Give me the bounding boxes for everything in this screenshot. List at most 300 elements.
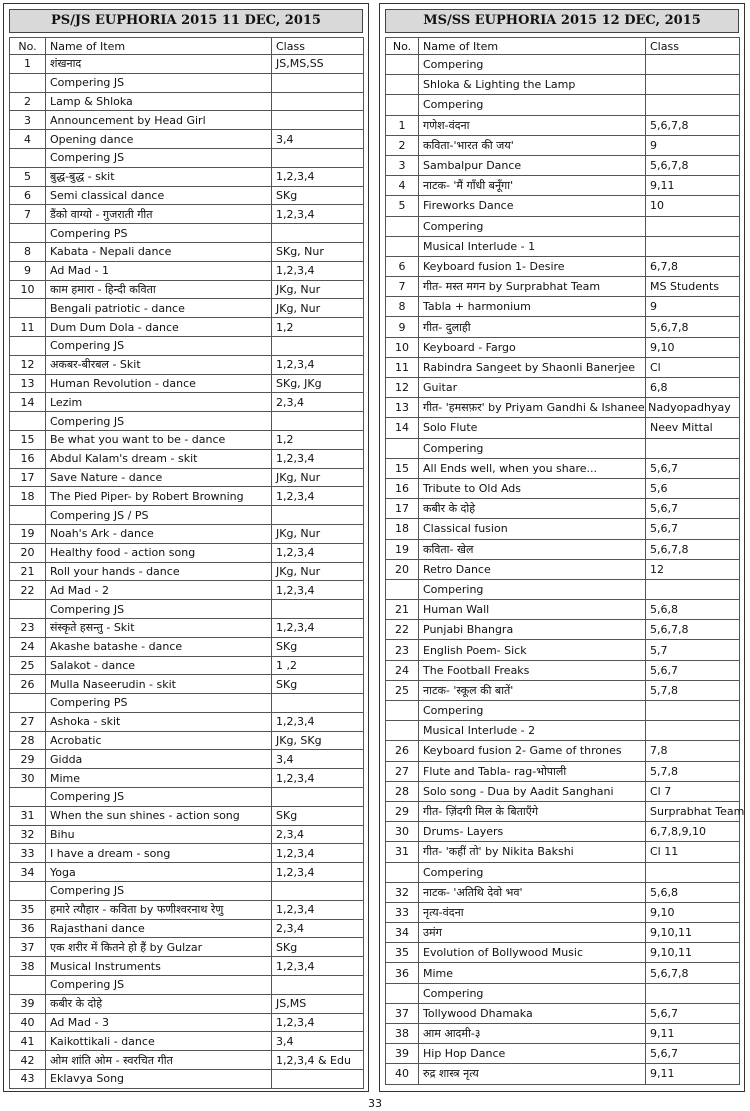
table-row [10,750,364,769]
class-cell: Cl 11 [646,842,740,862]
item-name: Drums- Layers [419,822,646,842]
class-cell: 1,2,3,4 [272,205,364,224]
row-number: 9 [10,261,46,280]
table-row [10,299,364,318]
item-name: अकबर-बीरबल - Skit [46,355,272,374]
table-row [10,261,364,280]
table-row [386,721,740,741]
right-program-panel [379,3,745,1092]
item-name: Mime [46,769,272,788]
class-cell: 6,7,8 [646,256,740,276]
row-number: 28 [386,781,419,801]
row-number: 27 [10,712,46,731]
row-number [386,216,419,236]
item-name: Be what you want to be - dance [46,430,272,449]
item-name: Rajasthani dance [46,919,272,938]
table-row [386,660,740,680]
row-number: 11 [386,357,419,377]
row-number: 24 [386,660,419,680]
table-row [386,196,740,216]
row-number: 16 [10,449,46,468]
item-name: Dum Dum Dola - dance [46,318,272,337]
class-cell: JKg, Nur [272,299,364,318]
item-name: Mulla Naseerudin - skit [46,675,272,694]
class-cell: SKg, JKg [272,374,364,393]
row-number: 23 [386,640,419,660]
class-cell: 5,7 [646,640,740,660]
item-name: Classical fusion [419,519,646,539]
item-name: Tribute to Old Ads [419,478,646,498]
row-number [10,506,46,525]
row-number [10,148,46,167]
class-cell: 9,10,11 [646,943,740,963]
row-number: 36 [10,919,46,938]
row-number: 15 [386,458,419,478]
right-program-table [385,37,745,1085]
row-number: 33 [10,844,46,863]
class-cell [646,862,740,882]
class-cell: 9,10 [646,902,740,922]
class-cell: 12 [646,559,740,579]
item-name: Compering [419,95,646,115]
table-row [10,769,364,788]
item-name: Human Revolution - dance [46,374,272,393]
row-number: 8 [386,297,419,317]
row-number: 3 [10,111,46,130]
class-cell: 1,2,3,4 [272,618,364,637]
item-name: Compering JS [46,882,272,901]
item-name: Noah's Ark - dance [46,524,272,543]
class-cell: 9,10 [646,337,740,357]
row-number: 13 [386,398,419,418]
item-name: Guitar [419,378,646,398]
table-row [10,242,364,261]
table-row [386,277,740,297]
class-cell: 1,2,3,4 [272,1013,364,1032]
class-cell: JKg, SKg [272,731,364,750]
table-row [386,499,740,519]
row-number: 13 [10,374,46,393]
class-cell [646,701,740,721]
row-number: 21 [10,562,46,581]
table-row [386,943,740,963]
header-class: Class [646,38,740,55]
table-row [10,562,364,581]
table-row [10,900,364,919]
item-name: Announcement by Head Girl [46,111,272,130]
table-row [10,412,364,431]
row-number [386,55,419,75]
table-row [386,1024,740,1044]
row-number [386,75,419,95]
item-name: Compering PS [46,224,272,243]
item-name: Salakot - dance [46,656,272,675]
item-name: Kaikottikali - dance [46,1032,272,1051]
class-cell: 5,6,7 [646,519,740,539]
item-name: आम आदमी-३ [419,1024,646,1044]
class-cell [272,92,364,111]
class-cell: 1,2,3,4 [272,957,364,976]
class-cell: JKg, Nur [272,524,364,543]
class-cell: 2,3,4 [272,393,364,412]
item-name: Compering JS [46,148,272,167]
table-row [386,236,740,256]
class-cell: SKg [272,806,364,825]
table-row [386,680,740,700]
item-name: रुद्र शास्त्र नृत्य [419,1064,646,1084]
table-row [10,919,364,938]
header-no: No. [10,38,46,55]
table-header-row [10,38,364,55]
table-row [10,976,364,995]
item-name: Lamp & Shloka [46,92,272,111]
table-row [10,1032,364,1051]
row-number: 2 [10,92,46,111]
right-panel-title: MS/SS EUPHORIA 2015 12 DEC, 2015 [385,9,739,33]
item-name: Acrobatic [46,731,272,750]
table-row [386,801,740,821]
row-number [10,694,46,713]
table-row [10,637,364,656]
row-number: 19 [386,539,419,559]
row-number: 5 [386,196,419,216]
class-cell: 5,7,8 [646,680,740,700]
class-cell [646,216,740,236]
item-name: कविता- खेल [419,539,646,559]
row-number: 37 [10,938,46,957]
row-number: 34 [10,863,46,882]
table-row [386,761,740,781]
item-name: Lezim [46,393,272,412]
row-number: 15 [10,430,46,449]
table-row [10,130,364,149]
class-cell: 5,7,8 [646,761,740,781]
class-cell: JS,MS,SS [272,55,364,74]
table-row [10,882,364,901]
row-number: 16 [386,478,419,498]
row-number: 38 [386,1024,419,1044]
row-number: 10 [10,280,46,299]
item-name: Compering JS [46,600,272,619]
item-name: Punjabi Bhangra [419,620,646,640]
class-cell: 5,6,7 [646,660,740,680]
table-row [386,478,740,498]
table-row [10,731,364,750]
table-row [10,92,364,111]
class-cell [646,579,740,599]
class-cell: 6,8 [646,378,740,398]
class-cell: 9,11 [646,1024,740,1044]
row-number: 26 [10,675,46,694]
class-cell: Surprabhat Team [646,801,740,821]
row-number: 3 [386,155,419,175]
row-number: 39 [386,1044,419,1064]
class-cell: SKg [272,186,364,205]
item-name: Flute and Tabla- rag-भोपाली [419,761,646,781]
item-name: एक शरीर में कितने हो हैं by Gulzar [46,938,272,957]
class-cell: 1,2,3,4 [272,355,364,374]
class-cell: 9 [646,297,740,317]
row-number: 5 [10,167,46,186]
item-name: Compering JS / PS [46,506,272,525]
item-name: Opening dance [46,130,272,149]
class-cell [272,73,364,92]
item-name: Ad Mad - 3 [46,1013,272,1032]
table-row [10,1051,364,1070]
table-row [10,844,364,863]
table-row [386,398,740,418]
table-row [386,640,740,660]
row-number: 2 [386,135,419,155]
header-class: Class [272,38,364,55]
item-name: Rabindra Sangeet by Shaonli Banerjee [419,357,646,377]
row-number: 25 [10,656,46,675]
item-name: The Pied Piper- by Robert Browning [46,487,272,506]
class-cell: 7,8 [646,741,740,761]
item-name: Ad Mad - 2 [46,581,272,600]
row-number: 41 [10,1032,46,1051]
row-number [386,579,419,599]
table-row [386,155,740,175]
item-name: गीत- 'कहीं तो' by Nikita Bakshi [419,842,646,862]
row-number [386,721,419,741]
row-number: 42 [10,1051,46,1070]
item-name: Roll your hands - dance [46,562,272,581]
table-row [10,618,364,637]
row-number: 20 [10,543,46,562]
row-number: 4 [386,176,419,196]
row-number: 17 [386,499,419,519]
item-name: Shloka & Lighting the Lamp [419,75,646,95]
table-row [386,115,740,135]
row-number: 14 [10,393,46,412]
class-cell: JKg, Nur [272,280,364,299]
table-row [386,438,740,458]
table-row [10,224,364,243]
item-name: संस्कृते हसन्तु - Skit [46,618,272,637]
table-row [10,148,364,167]
item-name: कविता-'भारत की जय' [419,135,646,155]
table-row [386,1044,740,1064]
class-cell: 5,6,7 [646,499,740,519]
table-row [386,418,740,438]
item-name: Compering JS [46,788,272,807]
row-number: 32 [386,882,419,902]
row-number: 38 [10,957,46,976]
table-row [386,135,740,155]
row-number [10,336,46,355]
table-row [10,788,364,807]
item-name: ओम शांति ओम - स्वरचित गीत [46,1051,272,1070]
class-cell: 1,2,3,4 & Edu [272,1051,364,1070]
header-item: Name of Item [46,38,272,55]
row-number: 40 [10,1013,46,1032]
table-row [386,862,740,882]
table-row [10,675,364,694]
table-row [10,694,364,713]
row-number [10,224,46,243]
table-row [10,449,364,468]
item-name: Hip Hop Dance [419,1044,646,1064]
class-cell [272,694,364,713]
row-number: 1 [386,115,419,135]
class-cell [272,600,364,619]
class-cell [272,506,364,525]
table-row [386,357,740,377]
row-number [386,862,419,882]
row-number [10,882,46,901]
table-row [386,55,740,75]
item-name: Yoga [46,863,272,882]
table-row [10,1013,364,1032]
item-name: Ashoka - skit [46,712,272,731]
class-cell: SKg, Nur [272,242,364,261]
item-name: Ad Mad - 1 [46,261,272,280]
table-row [386,620,740,640]
item-name: Compering [419,579,646,599]
table-row [10,581,364,600]
table-row [10,430,364,449]
row-number: 24 [10,637,46,656]
table-row [10,393,364,412]
table-row [386,741,740,761]
class-cell: 5,6,7,8 [646,539,740,559]
class-cell: 9,11 [646,176,740,196]
item-name: Human Wall [419,600,646,620]
table-row [386,701,740,721]
item-name: Musical Interlude - 2 [419,721,646,741]
item-name: Solo song - Dua by Aadit Sanghani [419,781,646,801]
item-name: Tollywood Dhamaka [419,1003,646,1023]
item-name: English Poem- Sick [419,640,646,660]
item-name: Compering [419,55,646,75]
class-cell [272,336,364,355]
table-row [386,923,740,943]
item-name: Compering [419,216,646,236]
table-row [386,902,740,922]
table-row [10,806,364,825]
row-number: 12 [10,355,46,374]
row-number [10,299,46,318]
class-cell: 9 [646,135,740,155]
table-row [386,1064,740,1084]
row-number [10,600,46,619]
row-number: 23 [10,618,46,637]
class-cell: JKg, Nur [272,562,364,581]
table-row [10,374,364,393]
table-row [10,487,364,506]
table-row [10,524,364,543]
table-row [10,55,364,74]
class-cell: MS Students [646,277,740,297]
class-cell: 5,6,7,8 [646,115,740,135]
item-name: Retro Dance [419,559,646,579]
table-row [386,75,740,95]
class-cell: 3,4 [272,130,364,149]
left-program-panel [3,3,369,1092]
table-row [10,318,364,337]
table-row [386,458,740,478]
row-number: 40 [386,1064,419,1084]
class-cell: 9,10,11 [646,923,740,943]
item-name: Bengali patriotic - dance [46,299,272,318]
class-cell: 10 [646,196,740,216]
item-name: Compering JS [46,336,272,355]
table-row [10,543,364,562]
class-cell: 5,6,7 [646,1003,740,1023]
table-row [10,600,364,619]
item-name: Fireworks Dance [419,196,646,216]
class-cell [646,95,740,115]
class-cell [646,721,740,741]
class-cell: SKg [272,637,364,656]
table-row [10,656,364,675]
class-cell [646,983,740,1003]
row-number: 22 [386,620,419,640]
table-row [386,983,740,1003]
class-cell: 9,11 [646,1064,740,1084]
table-row [10,111,364,130]
page-number: 33 [368,1097,382,1110]
row-number: 26 [386,741,419,761]
row-number: 31 [10,806,46,825]
row-number: 43 [10,1070,46,1089]
row-number [10,73,46,92]
row-number: 28 [10,731,46,750]
table-row [386,297,740,317]
class-cell [646,75,740,95]
class-cell: 5,6,7,8 [646,155,740,175]
item-name: डैंको वाग्यो - गुजराती गीत [46,205,272,224]
item-name: Akashe batashe - dance [46,637,272,656]
item-name: Keyboard fusion 2- Game of thrones [419,741,646,761]
item-name: गीत- दुलाही [419,317,646,337]
table-row [10,336,364,355]
class-cell: 1,2,3,4 [272,769,364,788]
item-name: Kabata - Nepali dance [46,242,272,261]
item-name: Semi classical dance [46,186,272,205]
header-no: No. [386,38,419,55]
item-name: Compering [419,701,646,721]
class-cell: Cl [646,357,740,377]
row-number: 20 [386,559,419,579]
table-row [386,95,740,115]
class-cell: 3,4 [272,750,364,769]
item-name: Evolution of Bollywood Music [419,943,646,963]
class-cell [272,976,364,995]
item-name: कबीर के दोहे [46,994,272,1013]
table-row [10,280,364,299]
item-name: गणेश-वंदना [419,115,646,135]
table-row [386,216,740,236]
item-name: Tabla + harmonium [419,297,646,317]
class-cell: 5,6,7 [646,458,740,478]
item-name: Mime [419,963,646,983]
table-row [386,882,740,902]
item-name: नाटक- 'स्कूल की बातें' [419,680,646,700]
class-cell: SKg [272,938,364,957]
table-row [10,712,364,731]
table-row [386,822,740,842]
row-number [10,412,46,431]
class-cell: 5,6,7,8 [646,317,740,337]
item-name: बुद्ध-बुद्ध - skit [46,167,272,186]
item-name: हमारे त्यौहार - कविता by फणीश्वरनाथ रेणु [46,900,272,919]
class-cell: 1,2 [272,318,364,337]
row-number: 7 [10,205,46,224]
table-row [386,256,740,276]
item-name: Healthy food - action song [46,543,272,562]
